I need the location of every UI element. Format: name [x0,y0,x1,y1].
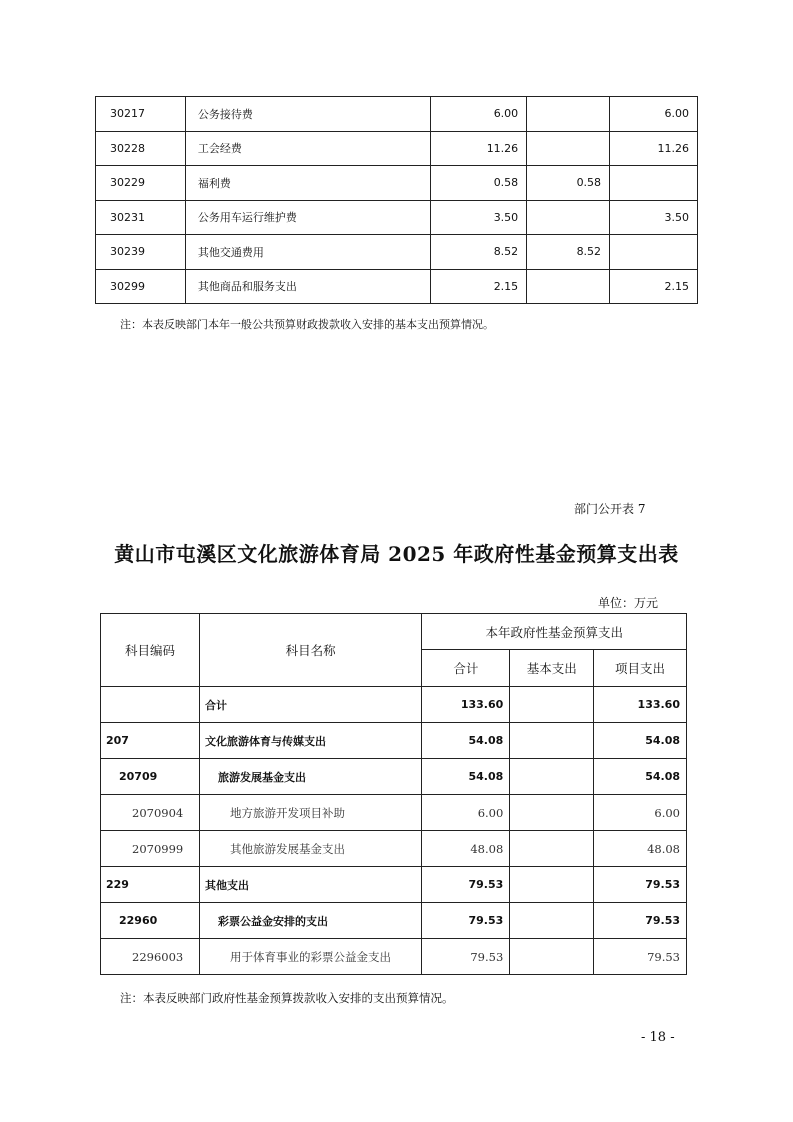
main-table-note: 注：本表反映部门政府性基金预算拨款收入安排的支出预算情况。 [120,991,454,1005]
cell-name: 其他交通费用 [185,235,430,270]
cell-basic [510,903,594,939]
table-row [101,831,687,867]
cell-code: 2296003 [101,939,200,975]
table-row [101,795,687,831]
table-row [96,97,698,132]
cell-project: 3.50 [610,200,698,235]
cell-total: 2.15 [431,269,527,304]
cell-total: 8.52 [431,235,527,270]
cell-basic [510,759,594,795]
header-basic: 基本支出 [510,650,594,687]
top-table-note: 注：本表反映部门本年一般公共预算财政拨款收入安排的基本支出预算情况。 [120,318,494,331]
cell-code [101,687,200,723]
header-group: 本年政府性基金预算支出 [422,614,687,650]
cell-basic [510,687,594,723]
cell-total: 79.53 [422,867,510,903]
cell-basic [510,867,594,903]
table-row [101,687,687,723]
cell-total: 0.58 [431,166,527,201]
cell-code: 229 [101,867,200,903]
fund-expenditure-table [100,613,687,975]
cell-code: 207 [101,723,200,759]
cell-name: 福利费 [185,166,430,201]
cell-basic [510,723,594,759]
basic-expenditure-table-continued [95,96,698,304]
cell-total: 133.60 [422,687,510,723]
cell-total: 54.08 [422,723,510,759]
cell-project: 54.08 [594,723,687,759]
cell-name: 旅游发展基金支出 [199,759,421,795]
table-row [101,903,687,939]
table-row [96,131,698,166]
cell-name: 公务接待费 [185,97,430,132]
cell-basic [527,131,610,166]
table-row [96,166,698,201]
table-row [101,939,687,975]
cell-code: 20709 [101,759,200,795]
table-row [96,235,698,270]
cell-code: 2070999 [101,831,200,867]
cell-basic [510,795,594,831]
table-row [101,723,687,759]
cell-code: 2070904 [101,795,200,831]
cell-code: 30231 [96,200,186,235]
cell-project: 2.15 [610,269,698,304]
table-row [101,867,687,903]
cell-total: 48.08 [422,831,510,867]
cell-basic [510,939,594,975]
header-project: 项目支出 [594,650,687,687]
cell-total: 3.50 [431,200,527,235]
cell-project: 79.53 [594,903,687,939]
cell-total: 79.53 [422,939,510,975]
cell-project: 133.60 [594,687,687,723]
cell-project: 6.00 [610,97,698,132]
header-total: 合计 [422,650,510,687]
cell-name: 合计 [199,687,421,723]
cell-name: 其他商品和服务支出 [185,269,430,304]
cell-project: 11.26 [610,131,698,166]
cell-name: 工会经费 [185,131,430,166]
cell-total: 11.26 [431,131,527,166]
cell-basic [510,831,594,867]
page-title: 黄山市屯溪区文化旅游体育局 2025 年政府性基金预算支出表 [114,542,679,566]
table-row [96,269,698,304]
cell-project: 79.53 [594,867,687,903]
cell-code: 30228 [96,131,186,166]
cell-name: 公务用车运行维护费 [185,200,430,235]
table-row [96,200,698,235]
cell-project [610,166,698,201]
cell-project [610,235,698,270]
cell-project: 79.53 [594,939,687,975]
header-name: 科目名称 [199,614,421,687]
page-number: - 18 - [641,1030,675,1045]
cell-project: 48.08 [594,831,687,867]
cell-project: 6.00 [594,795,687,831]
cell-total: 6.00 [431,97,527,132]
cell-name: 其他支出 [199,867,421,903]
cell-name: 地方旅游开发项目补助 [199,795,421,831]
cell-code: 30239 [96,235,186,270]
table-row [101,759,687,795]
cell-name: 其他旅游发展基金支出 [199,831,421,867]
unit-label: 单位：万元 [598,596,659,610]
cell-name: 用于体育事业的彩票公益金支出 [199,939,421,975]
form-number: 部门公开表 7 [574,502,646,516]
cell-basic: 8.52 [527,235,610,270]
cell-project: 54.08 [594,759,687,795]
cell-name: 文化旅游体育与传媒支出 [199,723,421,759]
cell-basic [527,200,610,235]
header-code: 科目编码 [101,614,200,687]
cell-total: 79.53 [422,903,510,939]
cell-code: 30217 [96,97,186,132]
cell-basic: 0.58 [527,166,610,201]
cell-total: 54.08 [422,759,510,795]
cell-name: 彩票公益金安排的支出 [199,903,421,939]
cell-code: 22960 [101,903,200,939]
cell-basic [527,269,610,304]
cell-code: 30229 [96,166,186,201]
cell-code: 30299 [96,269,186,304]
cell-basic [527,97,610,132]
cell-total: 6.00 [422,795,510,831]
